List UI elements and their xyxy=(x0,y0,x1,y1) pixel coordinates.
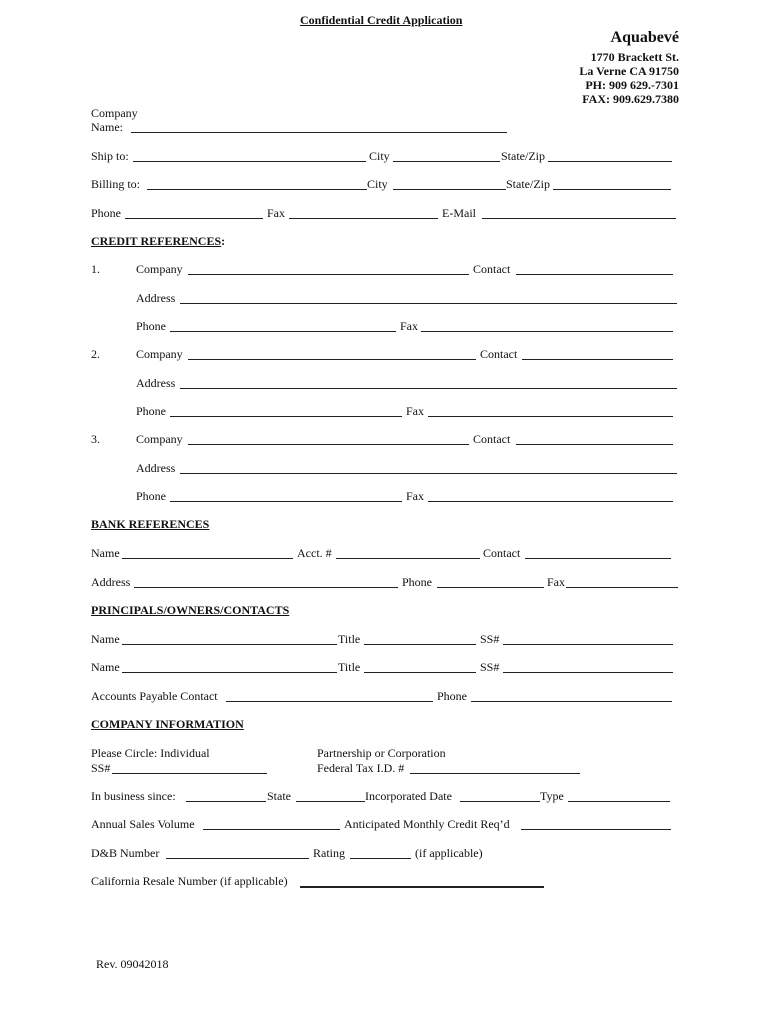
principal-2-ss-field[interactable] xyxy=(503,672,673,673)
principal-1-ss-field[interactable] xyxy=(503,644,673,645)
bank-contact-field[interactable] xyxy=(525,558,671,559)
principal-1-ss-label: SS# xyxy=(480,632,500,646)
please-circle-label: Please Circle: Individual xyxy=(91,746,210,760)
bank-phone-label: Phone xyxy=(402,575,432,589)
billing-state-zip-field[interactable] xyxy=(553,189,671,190)
principal-2-name-label: Name xyxy=(91,660,120,674)
ca-resale-label: California Resale Number (if applicable) xyxy=(91,874,288,888)
ap-contact-label: Accounts Payable Contact xyxy=(91,689,218,703)
fax-field[interactable] xyxy=(289,218,438,219)
company-address-line2: La Verne CA 91750 xyxy=(579,64,679,78)
incorporated-date-field[interactable] xyxy=(460,801,540,802)
dnb-number-label: D&B Number xyxy=(91,846,160,860)
principal-2-title-field[interactable] xyxy=(364,672,476,673)
company-phone: PH: 909 629.-7301 xyxy=(585,78,679,92)
bank-acct-label: Acct. # xyxy=(297,546,332,560)
annual-sales-label: Annual Sales Volume xyxy=(91,817,195,831)
bank-fax-label: Fax xyxy=(547,575,565,589)
credit-ref-2-phone-label: Phone xyxy=(136,404,166,418)
document-title: Confidential Credit Application xyxy=(300,13,463,27)
ap-phone-field[interactable] xyxy=(471,701,672,702)
credit-ref-2-phone-field[interactable] xyxy=(170,416,402,417)
ship-to-field[interactable] xyxy=(133,161,366,162)
credit-ref-number-2: 2. xyxy=(91,347,100,361)
company-address-line1: 1770 Brackett St. xyxy=(590,50,679,64)
credit-ref-3-company-label: Company xyxy=(136,432,183,446)
ap-phone-label: Phone xyxy=(437,689,467,703)
credit-ref-3-fax-label: Fax xyxy=(406,489,424,503)
credit-ref-3-company-field[interactable] xyxy=(188,444,469,445)
credit-references-colon: : xyxy=(221,234,226,248)
credit-ref-1-company-label: Company xyxy=(136,262,183,276)
credit-ref-1-fax-label: Fax xyxy=(400,319,418,333)
incorporated-date-label: Incorporated Date xyxy=(365,789,452,803)
company-name-label-2: Name: xyxy=(91,120,123,134)
credit-ref-2-company-field[interactable] xyxy=(188,359,476,360)
credit-ref-1-contact-label: Contact xyxy=(473,262,511,276)
ca-resale-field[interactable] xyxy=(300,886,544,888)
credit-ref-1-company-field[interactable] xyxy=(188,274,469,275)
billing-to-field[interactable] xyxy=(147,189,367,190)
credit-ref-2-company-label: Company xyxy=(136,347,183,361)
ship-city-label: City xyxy=(369,149,390,163)
company-fax: FAX: 909.629.7380 xyxy=(582,92,679,106)
phone-field[interactable] xyxy=(125,218,263,219)
bank-fax-field[interactable] xyxy=(566,587,678,588)
anticipated-credit-field[interactable] xyxy=(521,829,671,830)
principals-heading: PRINCIPALS/OWNERS/CONTACTS xyxy=(91,603,290,617)
state-field[interactable] xyxy=(296,801,365,802)
bank-address-label: Address xyxy=(91,575,131,589)
principal-2-name-field[interactable] xyxy=(122,672,337,673)
bank-name-field[interactable] xyxy=(122,558,293,559)
credit-ref-2-fax-field[interactable] xyxy=(428,416,673,417)
dnb-number-field[interactable] xyxy=(166,858,309,859)
bank-references-heading: BANK REFERENCES xyxy=(91,517,210,531)
credit-ref-1-phone-label: Phone xyxy=(136,319,166,333)
ship-to-label: Ship to: xyxy=(91,149,129,163)
credit-ref-2-contact-field[interactable] xyxy=(522,359,673,360)
in-business-since-label: In business since: xyxy=(91,789,176,803)
company-ss-label: SS# xyxy=(91,761,111,775)
credit-ref-3-contact-label: Contact xyxy=(473,432,511,446)
company-name: Aquabevé xyxy=(610,29,679,46)
bank-address-field[interactable] xyxy=(134,587,398,588)
principal-2-title-label: Title xyxy=(338,660,361,674)
ship-state-zip-field[interactable] xyxy=(548,161,672,162)
bank-contact-label: Contact xyxy=(483,546,521,560)
ship-state-zip-label: State/Zip xyxy=(501,149,545,163)
credit-ref-1-contact-field[interactable] xyxy=(516,274,673,275)
ship-city-field[interactable] xyxy=(393,161,500,162)
principal-1-title-field[interactable] xyxy=(364,644,476,645)
type-label: Type xyxy=(540,789,564,803)
anticipated-credit-label: Anticipated Monthly Credit Req’d xyxy=(344,817,510,831)
credit-ref-1-address-field[interactable] xyxy=(180,303,677,304)
credit-ref-3-fax-field[interactable] xyxy=(428,501,673,502)
rating-if-applicable: (if applicable) xyxy=(415,846,483,860)
credit-ref-3-phone-field[interactable] xyxy=(170,501,402,502)
rating-field[interactable] xyxy=(350,858,411,859)
principal-1-title-label: Title xyxy=(338,632,361,646)
billing-to-label: Billing to: xyxy=(91,177,141,191)
billing-city-field[interactable] xyxy=(393,189,506,190)
billing-state-zip-label: State/Zip xyxy=(506,177,550,191)
credit-ref-number-1: 1. xyxy=(91,262,100,276)
rating-label: Rating xyxy=(313,846,345,860)
credit-ref-2-address-field[interactable] xyxy=(180,388,677,389)
billing-city-label: City xyxy=(367,177,388,191)
bank-name-label: Name xyxy=(91,546,120,560)
email-field[interactable] xyxy=(482,218,676,219)
principal-1-name-label: Name xyxy=(91,632,120,646)
credit-ref-2-fax-label: Fax xyxy=(406,404,424,418)
credit-ref-3-phone-label: Phone xyxy=(136,489,166,503)
credit-ref-1-fax-field[interactable] xyxy=(421,331,673,332)
ap-contact-field[interactable] xyxy=(226,701,433,702)
phone-label: Phone xyxy=(91,206,121,220)
fax-label: Fax xyxy=(267,206,285,220)
type-field[interactable] xyxy=(568,801,670,802)
credit-references-heading xyxy=(91,234,225,248)
email-label: E-Mail xyxy=(442,206,476,220)
federal-tax-id-field[interactable] xyxy=(410,773,580,774)
credit-ref-3-address-label: Address xyxy=(136,461,176,475)
credit-ref-1-phone-field[interactable] xyxy=(170,331,396,332)
credit-references-heading-text: CREDIT REFERENCES xyxy=(91,234,222,248)
company-ss-field[interactable] xyxy=(112,773,267,774)
annual-sales-field[interactable] xyxy=(203,829,340,830)
principal-2-ss-label: SS# xyxy=(480,660,500,674)
federal-tax-id-label: Federal Tax I.D. # xyxy=(317,761,405,775)
bank-acct-field[interactable] xyxy=(336,558,480,559)
credit-ref-number-3: 3. xyxy=(91,432,100,446)
credit-ref-3-contact-field[interactable] xyxy=(516,444,673,445)
company-name-label-1: Company xyxy=(91,106,138,120)
credit-ref-1-address-label: Address xyxy=(136,291,176,305)
principal-1-name-field[interactable] xyxy=(122,644,337,645)
bank-phone-field[interactable] xyxy=(437,587,544,588)
credit-ref-2-contact-label: Contact xyxy=(480,347,518,361)
company-info-heading: COMPANY INFORMATION xyxy=(91,717,244,731)
credit-ref-3-address-field[interactable] xyxy=(180,473,677,474)
revision-label: Rev. 09042018 xyxy=(96,957,169,971)
state-label: State xyxy=(267,789,291,803)
in-business-since-field[interactable] xyxy=(186,801,266,802)
company-name-field[interactable] xyxy=(131,132,507,133)
credit-ref-2-address-label: Address xyxy=(136,376,176,390)
partnership-corporation-label: Partnership or Corporation xyxy=(317,746,446,760)
